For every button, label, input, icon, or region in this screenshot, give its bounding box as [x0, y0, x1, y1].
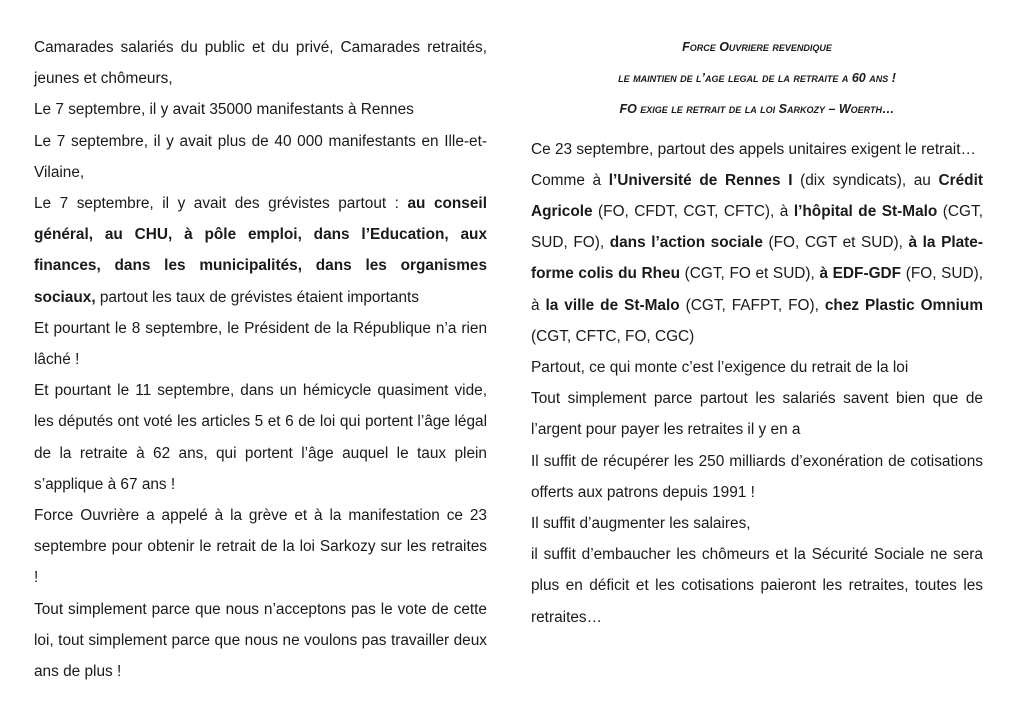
bold-run: l’hôpital de St-Malo [793, 203, 938, 221]
text-run: (CGT, CFTC, FO, CGC) [531, 327, 695, 345]
text-run: (FO, SUD), à [531, 265, 983, 314]
paragraph-rennes-count: Le 7 septembre, il y avait 35000 manifestants à Rennes [34, 101, 414, 119]
bold-run: dans l’action sociale [609, 234, 763, 252]
bold-run: l’Université de Rennes I [608, 171, 793, 189]
paragraph-strikers [34, 188, 487, 313]
paragraph-salaires: Il suffit d’augmenter les salaires, [531, 515, 751, 533]
paragraph-embaucher: il suffit d’embaucher les chômeurs et la Sécurité Sociale ne sera plus en déficit et les cotisations paieront les retraites, toutes les retraites… [531, 546, 983, 626]
left-column [34, 32, 487, 687]
paragraph-ille-et-vilaine-count: Le 7 septembre, il y avait plus de 40 000 manifestants en Ille-et-Vilaine, [34, 132, 487, 181]
bold-run: à EDF-GDF [819, 265, 902, 283]
text-run: Comme à [531, 171, 609, 189]
bold-run: chez Plastic Omnium [824, 296, 984, 314]
paragraph-argent: Tout simplement parce partout les salariés savent bien que de l’argent pour payer les retraites il y en a [531, 390, 983, 439]
heading-maintien-60-ans: le maintien de l’age legal de la retraite a 60 ans ! [618, 71, 896, 86]
text-run: (CGT, SUD, FO), [531, 203, 983, 252]
text-run: (dix syndicats), au [792, 171, 939, 189]
text-run: Le 7 septembre, il y avait des grévistes partout : [34, 195, 408, 213]
paragraph-exigence: Partout, ce qui monte c’est l’exigence du retrait de la loi [531, 359, 909, 377]
text-run: (FO, CGT et SUD), [762, 234, 909, 252]
bold-run: au conseil général, au CHU, à pôle emploi, dans l’Education, aux finances, dans les municipalités, dans les organismes sociaux, [34, 195, 487, 306]
spacer [531, 126, 983, 134]
paragraph-refusal: Tout simplement parce que nous n’acceptons pas le vote de cette loi, tout simplement parce que nous ne voulons pas travailler deux ans de plus ! [34, 600, 487, 681]
heading-fo-revendique: Force Ouvriere revendique [682, 40, 832, 54]
paragraph-unitary-calls: Ce 23 septembre, partout des appels unitaires exigent le retrait… [531, 140, 976, 158]
paragraph-deputies-vote: Et pourtant le 11 septembre, dans un hémicycle quasiment vide, les députés ont voté les articles 5 et 6 de loi qui portent l’âge légal de la retraite à 62 ans, qui portent l’âge auquel le taux plein s’applique à 67 ans ! [34, 382, 487, 493]
paragraph-president: Et pourtant le 8 septembre, le Président de la République n’a rien lâché ! [34, 319, 487, 369]
paragraph-greeting: Camarades salariés du public et du privé, Camarades retraités, jeunes et chômeurs, [34, 39, 487, 88]
paragraph-unions-list [531, 165, 983, 352]
text-run: (FO, CFDT, CGT, CFTC), à [592, 203, 794, 221]
bold-run: à la Plate-forme colis du Rheu [531, 234, 983, 283]
text-run: (CGT, FAFPT, FO), [679, 296, 825, 314]
paragraph-fo-call: Force Ouvrière a appelé à la grève et à la manifestation ce 23 septembre pour obtenir le retrait de la loi Sarkozy sur les retraites ! [34, 507, 487, 587]
heading-retrait-loi: FO exige le retrait de la loi Sarkozy – Woerth… [619, 102, 895, 117]
text-run: partout les taux de grévistes étaient importants [95, 288, 419, 306]
bold-run: la ville de St-Malo [545, 296, 680, 314]
bold-run: Crédit Agricole [531, 171, 983, 221]
text-run: (CGT, FO et SUD), [680, 265, 820, 283]
right-column [531, 32, 983, 633]
paragraph-exoneration: Il suffit de récupérer les 250 milliards d’exonération de cotisations offerts aux patrons depuis 1991 ! [531, 452, 983, 501]
